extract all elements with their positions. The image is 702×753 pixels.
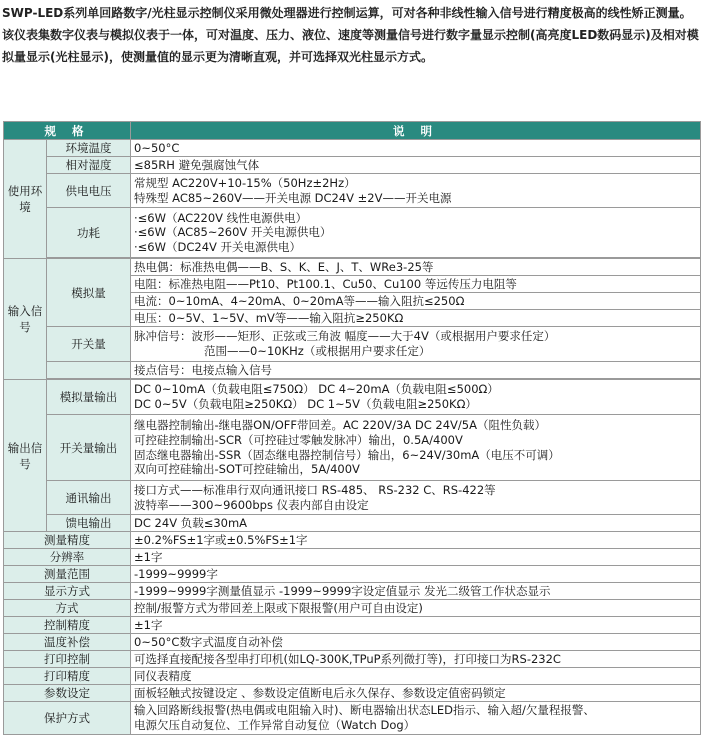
env-temp-label: 环境温度 <box>47 140 131 157</box>
output-analog-line: DC 0~5V（负载电阻≥250KΩ） DC 1~5V（负载电阻≥250KΩ） <box>134 397 477 411</box>
group-input: 输入信号 <box>4 259 47 380</box>
spec-row-label: 测量精度 <box>4 532 131 549</box>
spec-row-label: 打印精度 <box>4 668 131 685</box>
env-power-line: 常规型 AC220V+10-15%（50Hz±2Hz） <box>134 175 356 190</box>
output-analog-value <box>131 380 701 415</box>
output-switch-line: 继电器控制输出-继电器ON/OFF带回差。AC 220V/3A DC 24V/5A（阻性负载） <box>134 418 546 433</box>
output-feed-label: 馈电输出 <box>47 515 131 532</box>
protect-value <box>131 702 701 735</box>
output-switch-line: 固态继电器输出-SSR（固态继电器控制信号）输出，6~24V/30mA（电压不可调） <box>134 447 560 462</box>
env-consumption-line: ·≤6W（AC220V 线性电源供电） <box>134 210 308 225</box>
output-comm-line: 接口方式——标准串行双向通讯接口 RS-485、 RS-232 C、RS-422等 <box>134 482 496 497</box>
spec-row-label: 参数设定 <box>4 685 131 702</box>
output-analog-line: DC 0~10mA（负载电阻≤750Ω） DC 4~20mA（负载电阻≤500Ω） <box>134 382 499 397</box>
env-consumption-value <box>131 208 701 258</box>
protect-line: 输入回路断线报警(热电偶或电阻输入时)、断电器输出状态LED指示、输入超/欠量程报警、 <box>134 703 595 718</box>
env-temp-value: 0~50°C <box>131 140 701 157</box>
input-analog-row: 电压：0~5V、1~5V、mV等——输入阻抗≥250KΩ <box>131 310 701 327</box>
env-consumption-line: ·≤6W（DC24V 开关电源供电） <box>134 239 302 254</box>
env-consumption-line: ·≤6W（AC85~260V 开关电源供电） <box>134 225 332 240</box>
spec-row-label: 打印控制 <box>4 651 131 668</box>
spec-table <box>3 121 701 735</box>
env-power-value <box>131 174 701 208</box>
env-power-line: 特殊型 AC85~260V——开关电源 DC24V ±2V——开关电源 <box>134 190 452 205</box>
input-analog-row: 热电偶：标准热电偶——B、S、K、E、J、T、WRe3-25等 <box>131 259 701 276</box>
input-analog-label: 模拟量 <box>47 259 131 327</box>
input-contact-row: 接点信号：电接点输入信号 <box>131 362 701 379</box>
env-power-label: 供电电压 <box>47 174 131 208</box>
spec-row-label: 保护方式 <box>4 702 131 735</box>
output-switch-value <box>131 415 701 481</box>
spec-row-label: 控制精度 <box>4 617 131 634</box>
group-output: 输出信号 <box>4 380 47 532</box>
spec-row-value: -1999~9999字 <box>131 566 701 583</box>
spec-row-value: ±1字 <box>131 549 701 566</box>
spec-row-label: 测量范围 <box>4 566 131 583</box>
spec-row-value: 同仪表精度 <box>131 668 701 685</box>
output-switch-line: 可控硅控制输出-SCR（可控硅过零触发脉冲）输出，0.5A/400V <box>134 432 463 447</box>
spec-row-value: 面板轻触式按键设定 、参数设定值断电后永久保存、参数设定值密码锁定 <box>131 685 701 702</box>
input-switch-label: 开关量 <box>47 327 131 362</box>
spec-row-value: ±0.2%FS±1字或±0.5%FS±1字 <box>131 532 701 549</box>
spec-row-label: 显示方式 <box>4 583 131 600</box>
spec-row-value: 0~50°C数字式温度自动补偿 <box>131 634 701 651</box>
output-switch-label: 开关量输出 <box>47 415 131 481</box>
output-comm-value <box>131 481 701 515</box>
output-analog-label: 模拟量输出 <box>47 380 131 415</box>
output-switch-line: 双向可控硅输出-SOT可控硅输出，5A/400V <box>134 462 360 477</box>
env-humidity-label: 相对湿度 <box>47 157 131 174</box>
input-switch-line: 范围——0~10KHz（或根据用户要求任定） <box>204 344 431 358</box>
output-comm-line: 波特率——300~9600bps 仪表内部自由设定 <box>134 497 369 512</box>
input-switch-value <box>131 327 701 362</box>
output-comm-label: 通讯输出 <box>47 481 131 515</box>
protect-line: 电源欠压自动复位、工作异常自动复位（Watch Dog） <box>134 718 416 732</box>
spec-row-label: 方式 <box>4 600 131 617</box>
input-switch-line: 脉冲信号：波形——矩形、正弦或三角波 幅度——大于4V（或根据用户要求任定） <box>134 329 556 344</box>
input-analog-row: 电流：0~10mA、4~20mA、0~20mA等——输入阻抗≤250Ω <box>131 293 701 310</box>
spec-row-value: ±1字 <box>131 617 701 634</box>
env-humidity-value: ≤85RH 避免强腐蚀气体 <box>131 157 701 174</box>
group-env: 使用环境 <box>4 140 47 259</box>
env-consumption-label: 功耗 <box>47 208 131 258</box>
spec-row-label: 分辨率 <box>4 549 131 566</box>
header-desc: 说 明 <box>131 122 701 140</box>
output-feed-value: DC 24V 负载≤30mA <box>131 515 701 532</box>
input-analog-row: 电阻：标准热电阻——Pt10、Pt100.1、Cu50、Cu100 等远传压力电阻等 <box>131 276 701 293</box>
spec-row-value: -1999~9999字测量值显示 -1999~9999字设定值显示 发光二级管工作状态显示 <box>131 583 701 600</box>
header-spec: 规 格 <box>4 122 131 140</box>
intro-paragraph: SWP-LED系列单回路数字/光柱显示控制仪采用微处理器进行控制运算，可对各种非线性输入信号进行精度极高的线性矫正测量。该仪表集数字仪表与模拟仪表于一体，可对温度、压力、液位、速度等测量信号进行数字量显示控制(高亮度LED数码显示)及相对模拟量显示(光柱显示)，使测量值的显示更为清晰直观，并可选择双光柱显示方式。 <box>2 6 699 64</box>
spec-row-label: 温度补偿 <box>4 634 131 651</box>
spec-row-value: 控制/报警方式为带回差上限或下限报警(用户可自由设定) <box>131 600 701 617</box>
spec-row-value: 可选择直接配接各型串打印机(如LQ-300K,TPuP系列微打等)，打印接口为RS-232C <box>131 651 701 668</box>
